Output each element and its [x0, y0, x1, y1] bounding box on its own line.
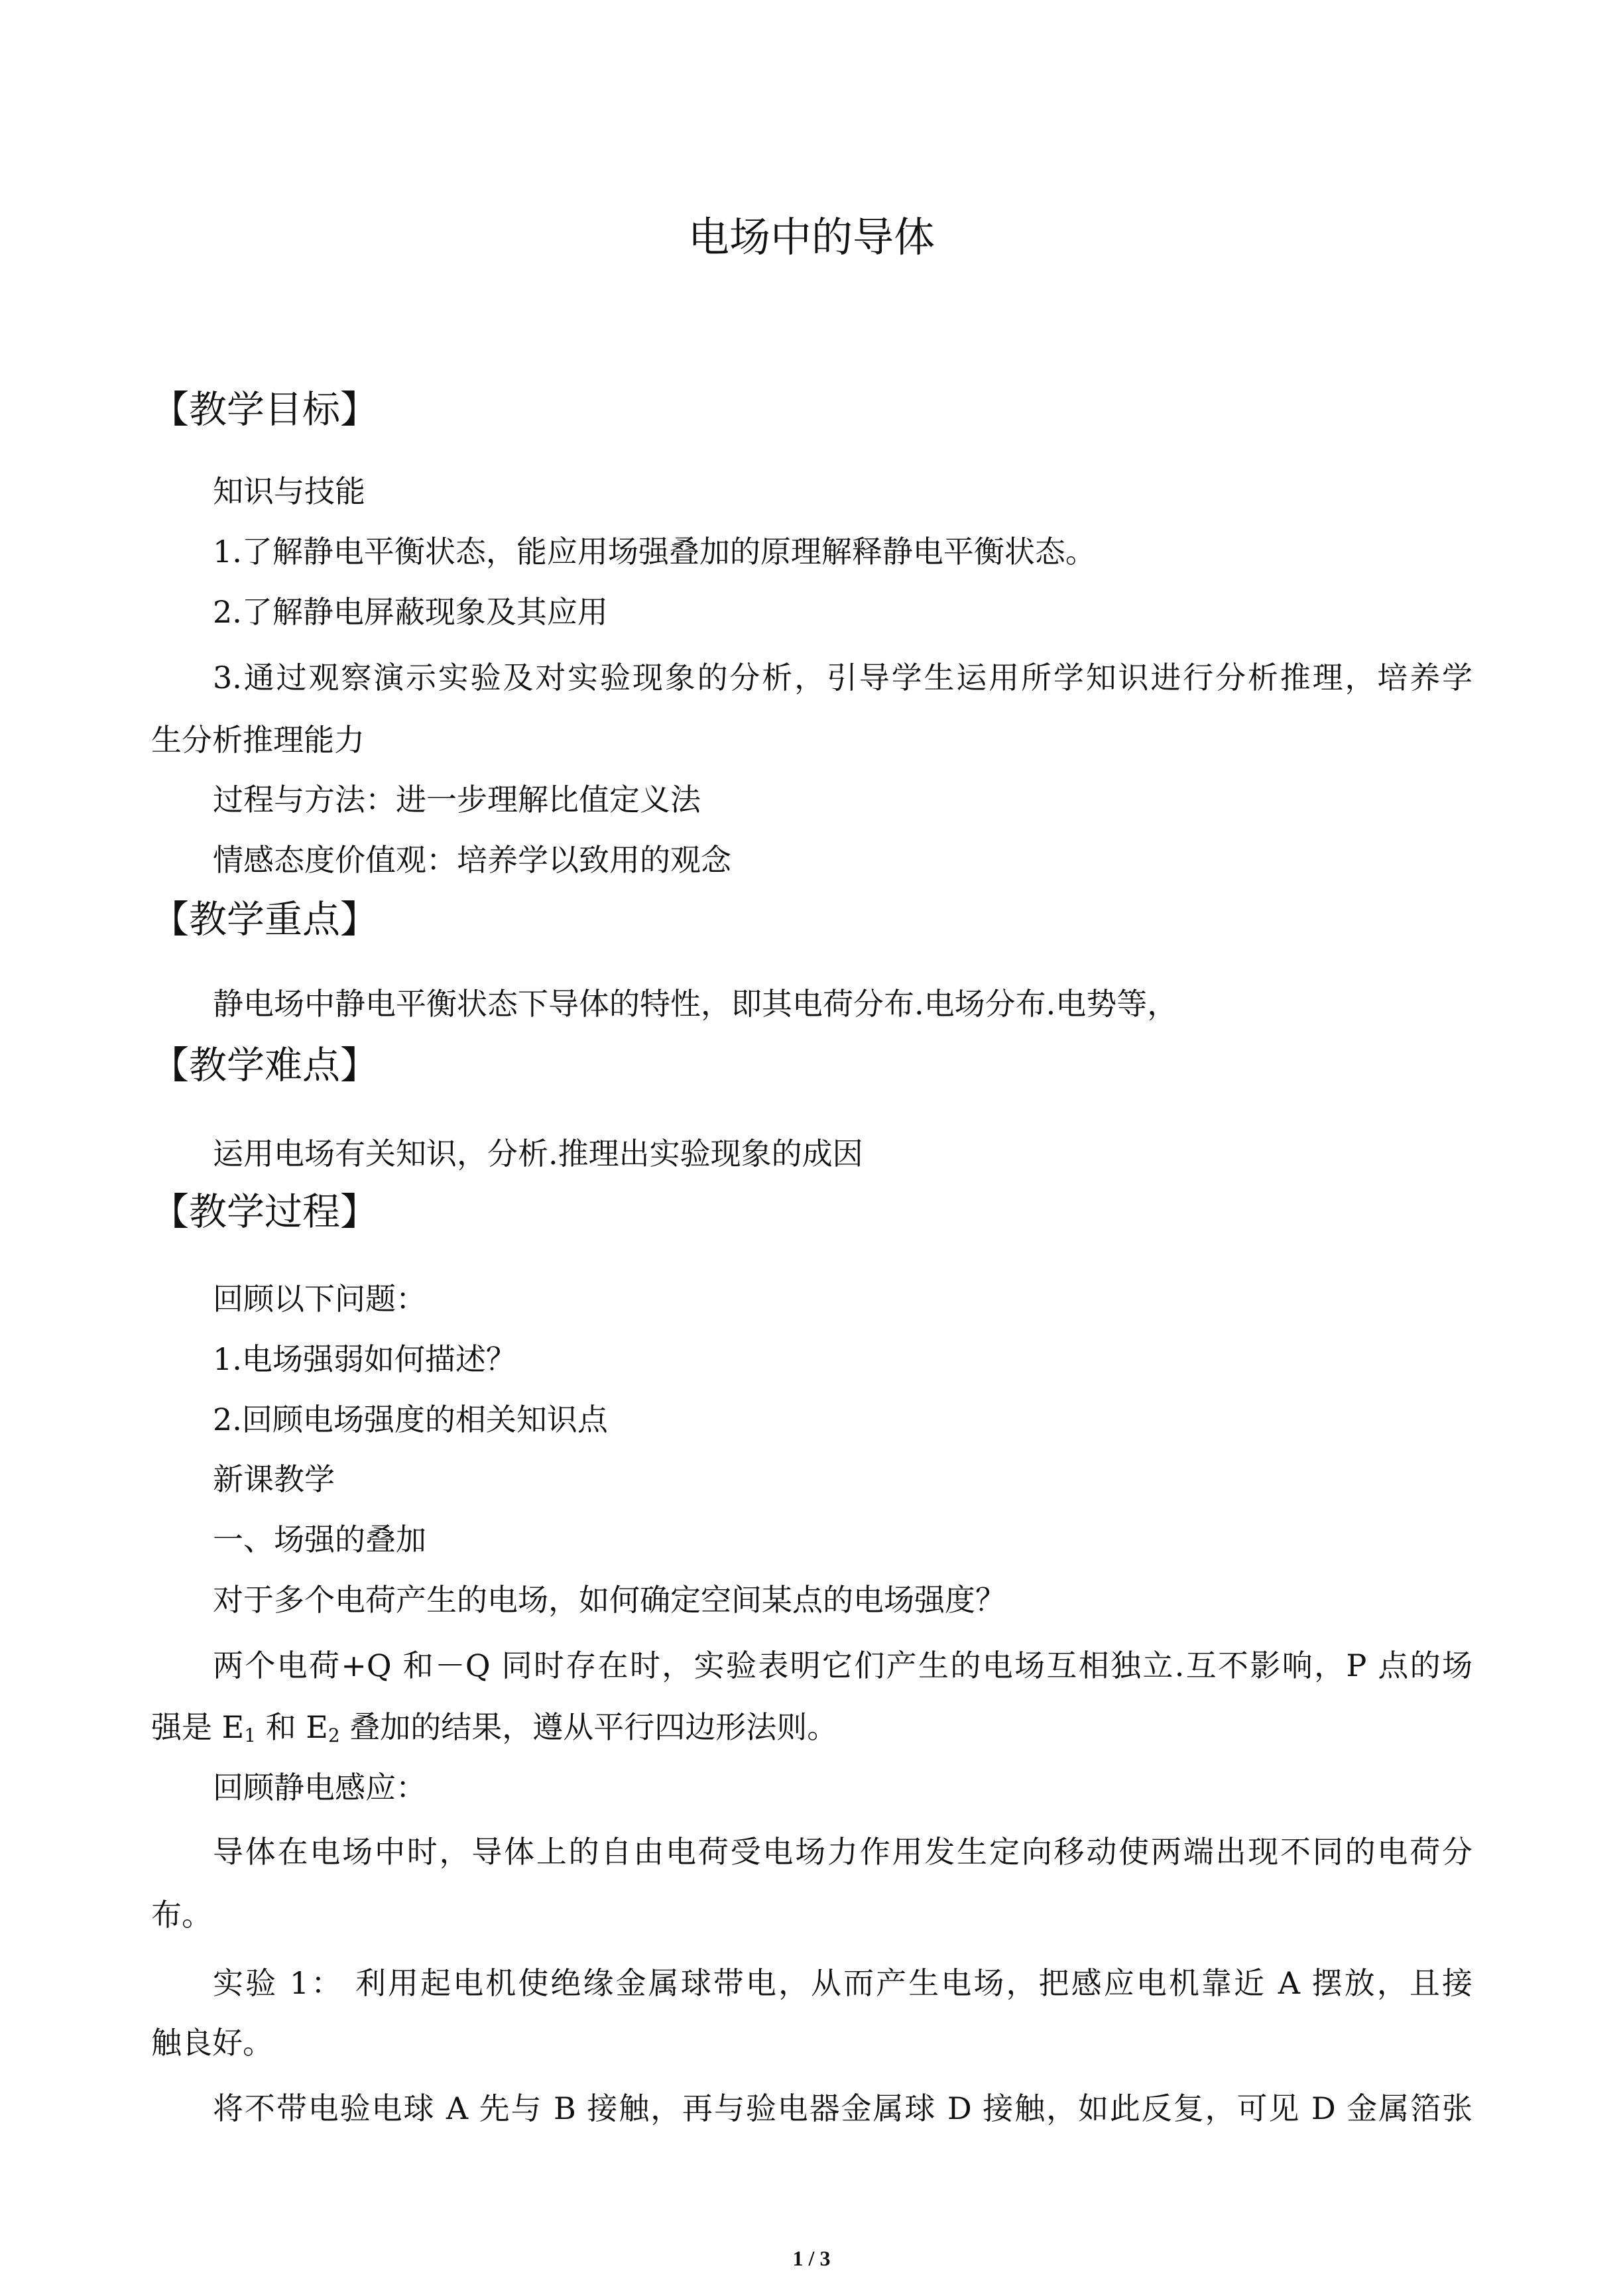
text-line: 回顾以下问题：	[213, 1281, 426, 1317]
text-line: 1.电场强弱如何描述？	[213, 1341, 516, 1377]
text-line: 一、场强的叠加	[213, 1522, 426, 1557]
page-number: 1 / 3	[792, 2246, 831, 2270]
section-heading-objectives: 【教学目标】	[151, 388, 378, 432]
subscript: 2	[328, 1724, 340, 1746]
text-line: 运用电场有关知识，分析.推理出实验现象的成因	[213, 1136, 863, 1172]
text-line: 导体在电场中时，导体上的自由电荷受电场力作用发生定向移动使两端出现不同的电荷分	[213, 1834, 1473, 1870]
text-line: 1.了解静电平衡状态，能应用场强叠加的原理解释静电平衡状态。	[213, 534, 1096, 570]
text-line: 两个电荷+Q 和－Q 同时存在时，实验表明它们产生的电场互相独立.互不影响，P 点的场	[213, 1648, 1473, 1683]
text-line: 2.了解静电屏蔽现象及其应用	[213, 594, 608, 630]
subscript: 1	[244, 1724, 257, 1746]
text-line: 情感态度价值观：培养学以致用的观念	[213, 842, 731, 878]
section-heading-process: 【教学过程】	[151, 1190, 378, 1234]
text-line: 静电场中静电平衡状态下导体的特性，即其电荷分布.电场分布.电势等，	[213, 986, 1178, 1022]
section-heading-difficulties: 【教学难点】	[151, 1044, 378, 1087]
text-fragment: 和 E	[256, 1709, 328, 1745]
text-line: 过程与方法：进一步理解比值定义法	[213, 782, 701, 817]
text-fragment: 强是 E	[151, 1709, 245, 1745]
text-line: 将不带电验电球 A 先与 B 接触，再与验电器金属球 D 接触，如此反复，可见 D 金属箔张	[213, 2090, 1473, 2126]
text-line: 布。	[151, 1897, 212, 1933]
text-line: 2.回顾电场强度的相关知识点	[213, 1402, 608, 1437]
text-line: 回顾静电感应：	[213, 1770, 426, 1805]
text-line-superposition	[151, 1704, 837, 1750]
text-line: 知识与技能	[213, 473, 365, 509]
text-fragment: 叠加的结果，遵从平行四边形法则。	[339, 1709, 838, 1745]
text-line: 新课教学	[213, 1461, 335, 1497]
text-line: 3.通过观察演示实验及对实验现象的分析，引导学生运用所学知识进行分析推理，培养学	[213, 660, 1473, 695]
text-line: 生分析推理能力	[151, 722, 365, 758]
text-line: 触良好。	[151, 2025, 273, 2061]
text-line: 实验 1： 利用起电机使绝缘金属球带电，从而产生电场，把感应电机靠近 A 摆放，且接	[213, 1965, 1473, 2001]
section-heading-key-points: 【教学重点】	[151, 898, 378, 941]
text-line: 对于多个电荷产生的电场，如何确定空间某点的电场强度？	[213, 1582, 1006, 1618]
document-title: 电场中的导体	[688, 213, 935, 261]
